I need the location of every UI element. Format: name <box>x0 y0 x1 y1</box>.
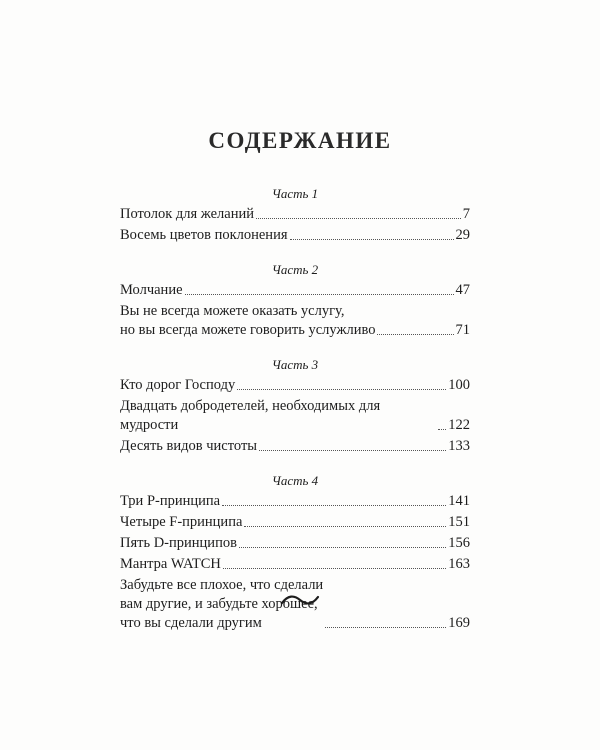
dot-leader <box>377 334 453 335</box>
entry-title-line: что вы сделали другим <box>120 615 262 631</box>
page-number: 29 <box>455 227 470 243</box>
dot-leader <box>259 450 446 451</box>
page-number: 71 <box>455 322 470 338</box>
page-number: 141 <box>448 493 470 509</box>
entry-title-line: вам другие, и забудьте хорошее, <box>120 596 318 612</box>
table-of-contents <box>120 183 470 635</box>
entry-title: Пять D-принципов <box>120 535 237 551</box>
dot-leader <box>244 526 446 527</box>
entry-title-line: Забудьте все плохое, что сделали <box>120 577 324 593</box>
page-number: 47 <box>455 282 470 298</box>
dot-leader <box>223 568 446 569</box>
toc-entry <box>120 437 470 456</box>
page-number: 169 <box>448 615 470 631</box>
part-label: Часть 1 <box>271 186 319 201</box>
dot-leader <box>290 239 454 240</box>
entry-title-line: Вы не всегда можете оказать услугу, <box>120 303 345 319</box>
tilde-ornament-icon <box>280 594 320 606</box>
dot-leader <box>256 218 461 219</box>
page-title: СОДЕРЖАНИЕ <box>208 128 392 153</box>
dot-leader <box>438 429 446 430</box>
page-number: 163 <box>448 556 470 572</box>
entry-title: Мантра WATCH <box>120 556 221 572</box>
toc-entry <box>120 555 470 574</box>
page-number: 151 <box>448 514 470 530</box>
toc-entry <box>120 513 470 532</box>
toc-entry <box>120 226 470 245</box>
toc-entry <box>120 534 470 553</box>
entry-title: Молчание <box>120 282 183 298</box>
toc-entry <box>120 281 470 300</box>
entry-title: Двадцать добродетелей, необходимых для мудрости <box>120 398 381 433</box>
entry-title: Три P-принципа <box>120 493 221 509</box>
toc-entry <box>120 397 470 435</box>
part-label: Часть 3 <box>271 357 319 372</box>
toc-entry <box>120 492 470 511</box>
page-number: 7 <box>462 206 470 222</box>
dot-leader <box>185 294 454 295</box>
part-label: Часть 4 <box>271 473 319 488</box>
entry-title: Восемь цветов поклонения <box>120 227 288 243</box>
page-number: 156 <box>448 535 470 551</box>
page-number: 122 <box>448 417 470 433</box>
entry-title: Потолок для желаний <box>120 206 255 222</box>
toc-entry <box>120 376 470 395</box>
part-label: Часть 2 <box>271 262 319 277</box>
entry-title: Четыре F-принципа <box>120 514 243 530</box>
toc-entry <box>120 302 470 340</box>
dot-leader <box>325 627 446 628</box>
page-number: 133 <box>448 438 470 454</box>
dot-leader <box>222 505 446 506</box>
entry-title-line: но вы всегда можете говорить услужливо <box>120 322 376 338</box>
page-number: 100 <box>448 377 470 393</box>
dot-leader <box>239 547 446 548</box>
toc-entry <box>120 205 470 224</box>
entry-title: Кто дорог Господу <box>120 377 236 393</box>
entry-title: Десять видов чистоты <box>120 438 258 454</box>
dot-leader <box>237 389 446 390</box>
